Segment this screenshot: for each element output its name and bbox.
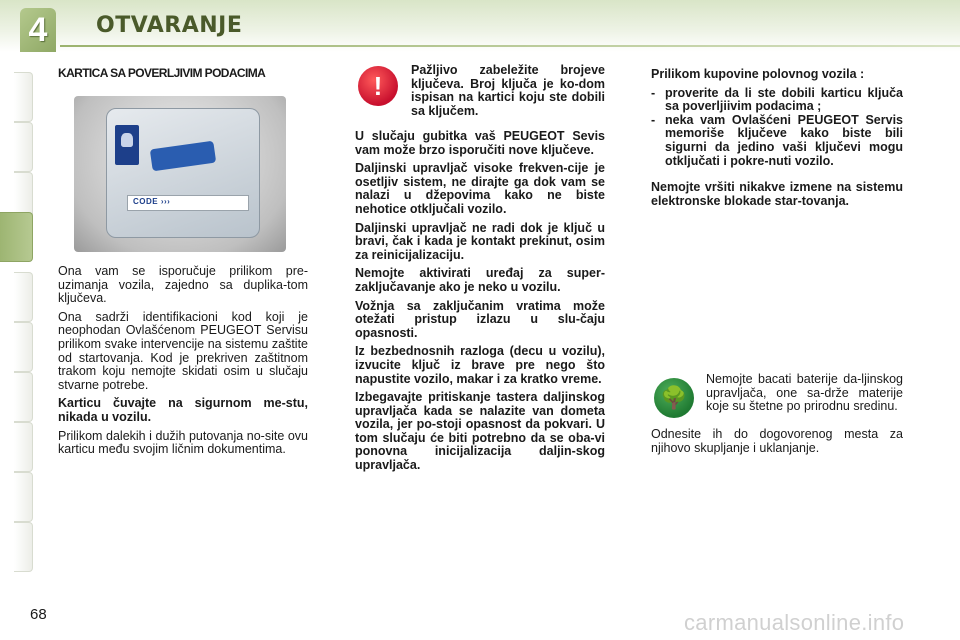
peugeot-logo-icon	[115, 125, 139, 165]
col1-paragraph-3: Karticu čuvajte na sigurnom me-stu, nikada u vozilu.	[58, 396, 308, 424]
col3-paragraph-2: Nemojte vršiti nikakve izmene na sistemu elektronske blokade star-tovanja.	[651, 180, 903, 208]
header-rule	[60, 45, 960, 47]
card-code-label: CODE ›››	[133, 197, 171, 206]
section-heading: KARTICA SA POVERLJIVIM PODACIMA	[58, 66, 266, 80]
chapter-title: OTVARANJE	[96, 13, 243, 38]
side-tab-5[interactable]	[14, 272, 33, 322]
key-card-photo	[74, 96, 286, 252]
environment-note-tail: Odnesite ih do dogovorenog mesta za njihovo skupljanje i uklanjanje.	[651, 427, 903, 455]
col2-paragraph-4: Nemojte aktivirati uređaj za super-zaključavanje ako je neko u vozilu.	[355, 266, 605, 294]
col2-paragraph-6: Iz bezbednosnih razloga (decu u vozilu), izvucite ključ iz brave pre nego što napustite vozilo, makar i za kratko vreme.	[355, 344, 605, 386]
col1-paragraph-1: Ona vam se isporučuje prilikom pre-uzimanja vozila, zajedno sa duplika-tom ključeva.	[58, 264, 308, 306]
column-3	[651, 68, 903, 213]
warning-note: Pažljivo zabeležite brojeve ključeva. Broj ključa je ko-dom ispisan na kartici koju ste dobili sa ključem.	[411, 63, 605, 118]
watermark: carmanualsonline.info	[684, 610, 905, 635]
col3-intro: Prilikom kupovine polovnog vozila :	[651, 67, 865, 81]
col2-paragraph-1: U slučaju gubitka vaš PEUGEOT Sevis vam može brzo isporučiti nove ključeve.	[355, 129, 605, 157]
tree-icon: 🌳	[654, 378, 694, 418]
environment-note: Nemojte bacati baterije da-ljinskog upravljača, one sa-drže materije koje su štetne po prirodnu sredinu.	[706, 372, 903, 414]
side-tab-7[interactable]	[14, 372, 33, 422]
col2-paragraph-7: Izbegavajte pritiskanje tastera daljinskog upravljača kada se nalazite van dometa vozila, jer po-stoji opasnost da pokvari. U tom slučaju će biti potrebno da se oba-vi ponovna inicijalizacija daljin-skog upravljača.	[355, 390, 605, 473]
list-item: - proverite da li ste dobili karticu ključa sa poverljiivim podacima ;	[651, 87, 903, 114]
page-number: 68	[30, 606, 47, 623]
col2-paragraph-5: Vožnja sa zaključanim vratima može otežati pristup izlazu u slu-čaju opasnosti.	[355, 298, 605, 340]
side-tab-8[interactable]	[14, 422, 33, 472]
chapter-number-tab: 4	[20, 8, 56, 52]
col1-paragraph-2: Ona sadrži identifikacioni kod koji je neophodan Ovlašćenom PEUGEOT Servisu prilikom svake intervencije na sistemu zaštite od startovanja. Kod je prekriven zaštitnom trakom koju nemojte skidati osim u slučaju stvarne potrebe.	[58, 309, 308, 392]
col1-paragraph-4: Prilikom dalekih i dužih putovanja no-site ovu karticu među svojim ličnim dokumentima.	[58, 428, 308, 457]
col2-paragraph-2: Daljinski upravljač visoke frekven-cije je osetljiv sistem, ne dirajte ga dok vam se nalazi u džepovima kako ne biste nehotice otključali vozilo.	[355, 161, 605, 216]
side-tab-4-active[interactable]	[0, 212, 33, 262]
side-tab-6[interactable]	[14, 322, 33, 372]
column-2	[355, 130, 605, 478]
column-1	[58, 265, 308, 462]
side-tab-2[interactable]	[14, 122, 33, 172]
exclamation-icon: !	[358, 66, 398, 106]
side-tab-1[interactable]	[14, 72, 33, 122]
side-tab-10[interactable]	[14, 522, 33, 572]
chapter-side-tabs	[0, 72, 32, 572]
list-item: - neka vam Ovlašćeni PEUGEOT Servis memoriše ključeve kako biste bili sigurni da jedino vaši ključevi mogu otključati i pokre-nuti vozilo.	[651, 114, 903, 168]
used-vehicle-checklist	[651, 87, 903, 169]
confidential-card	[106, 108, 260, 238]
col2-paragraph-3: Daljinski upravljač ne radi dok je ključ u bravi, čak i kada je kontakt prekinut, osim za reinicijalizaciju.	[355, 220, 605, 262]
side-tab-9[interactable]	[14, 472, 33, 522]
key-icon	[150, 141, 216, 172]
